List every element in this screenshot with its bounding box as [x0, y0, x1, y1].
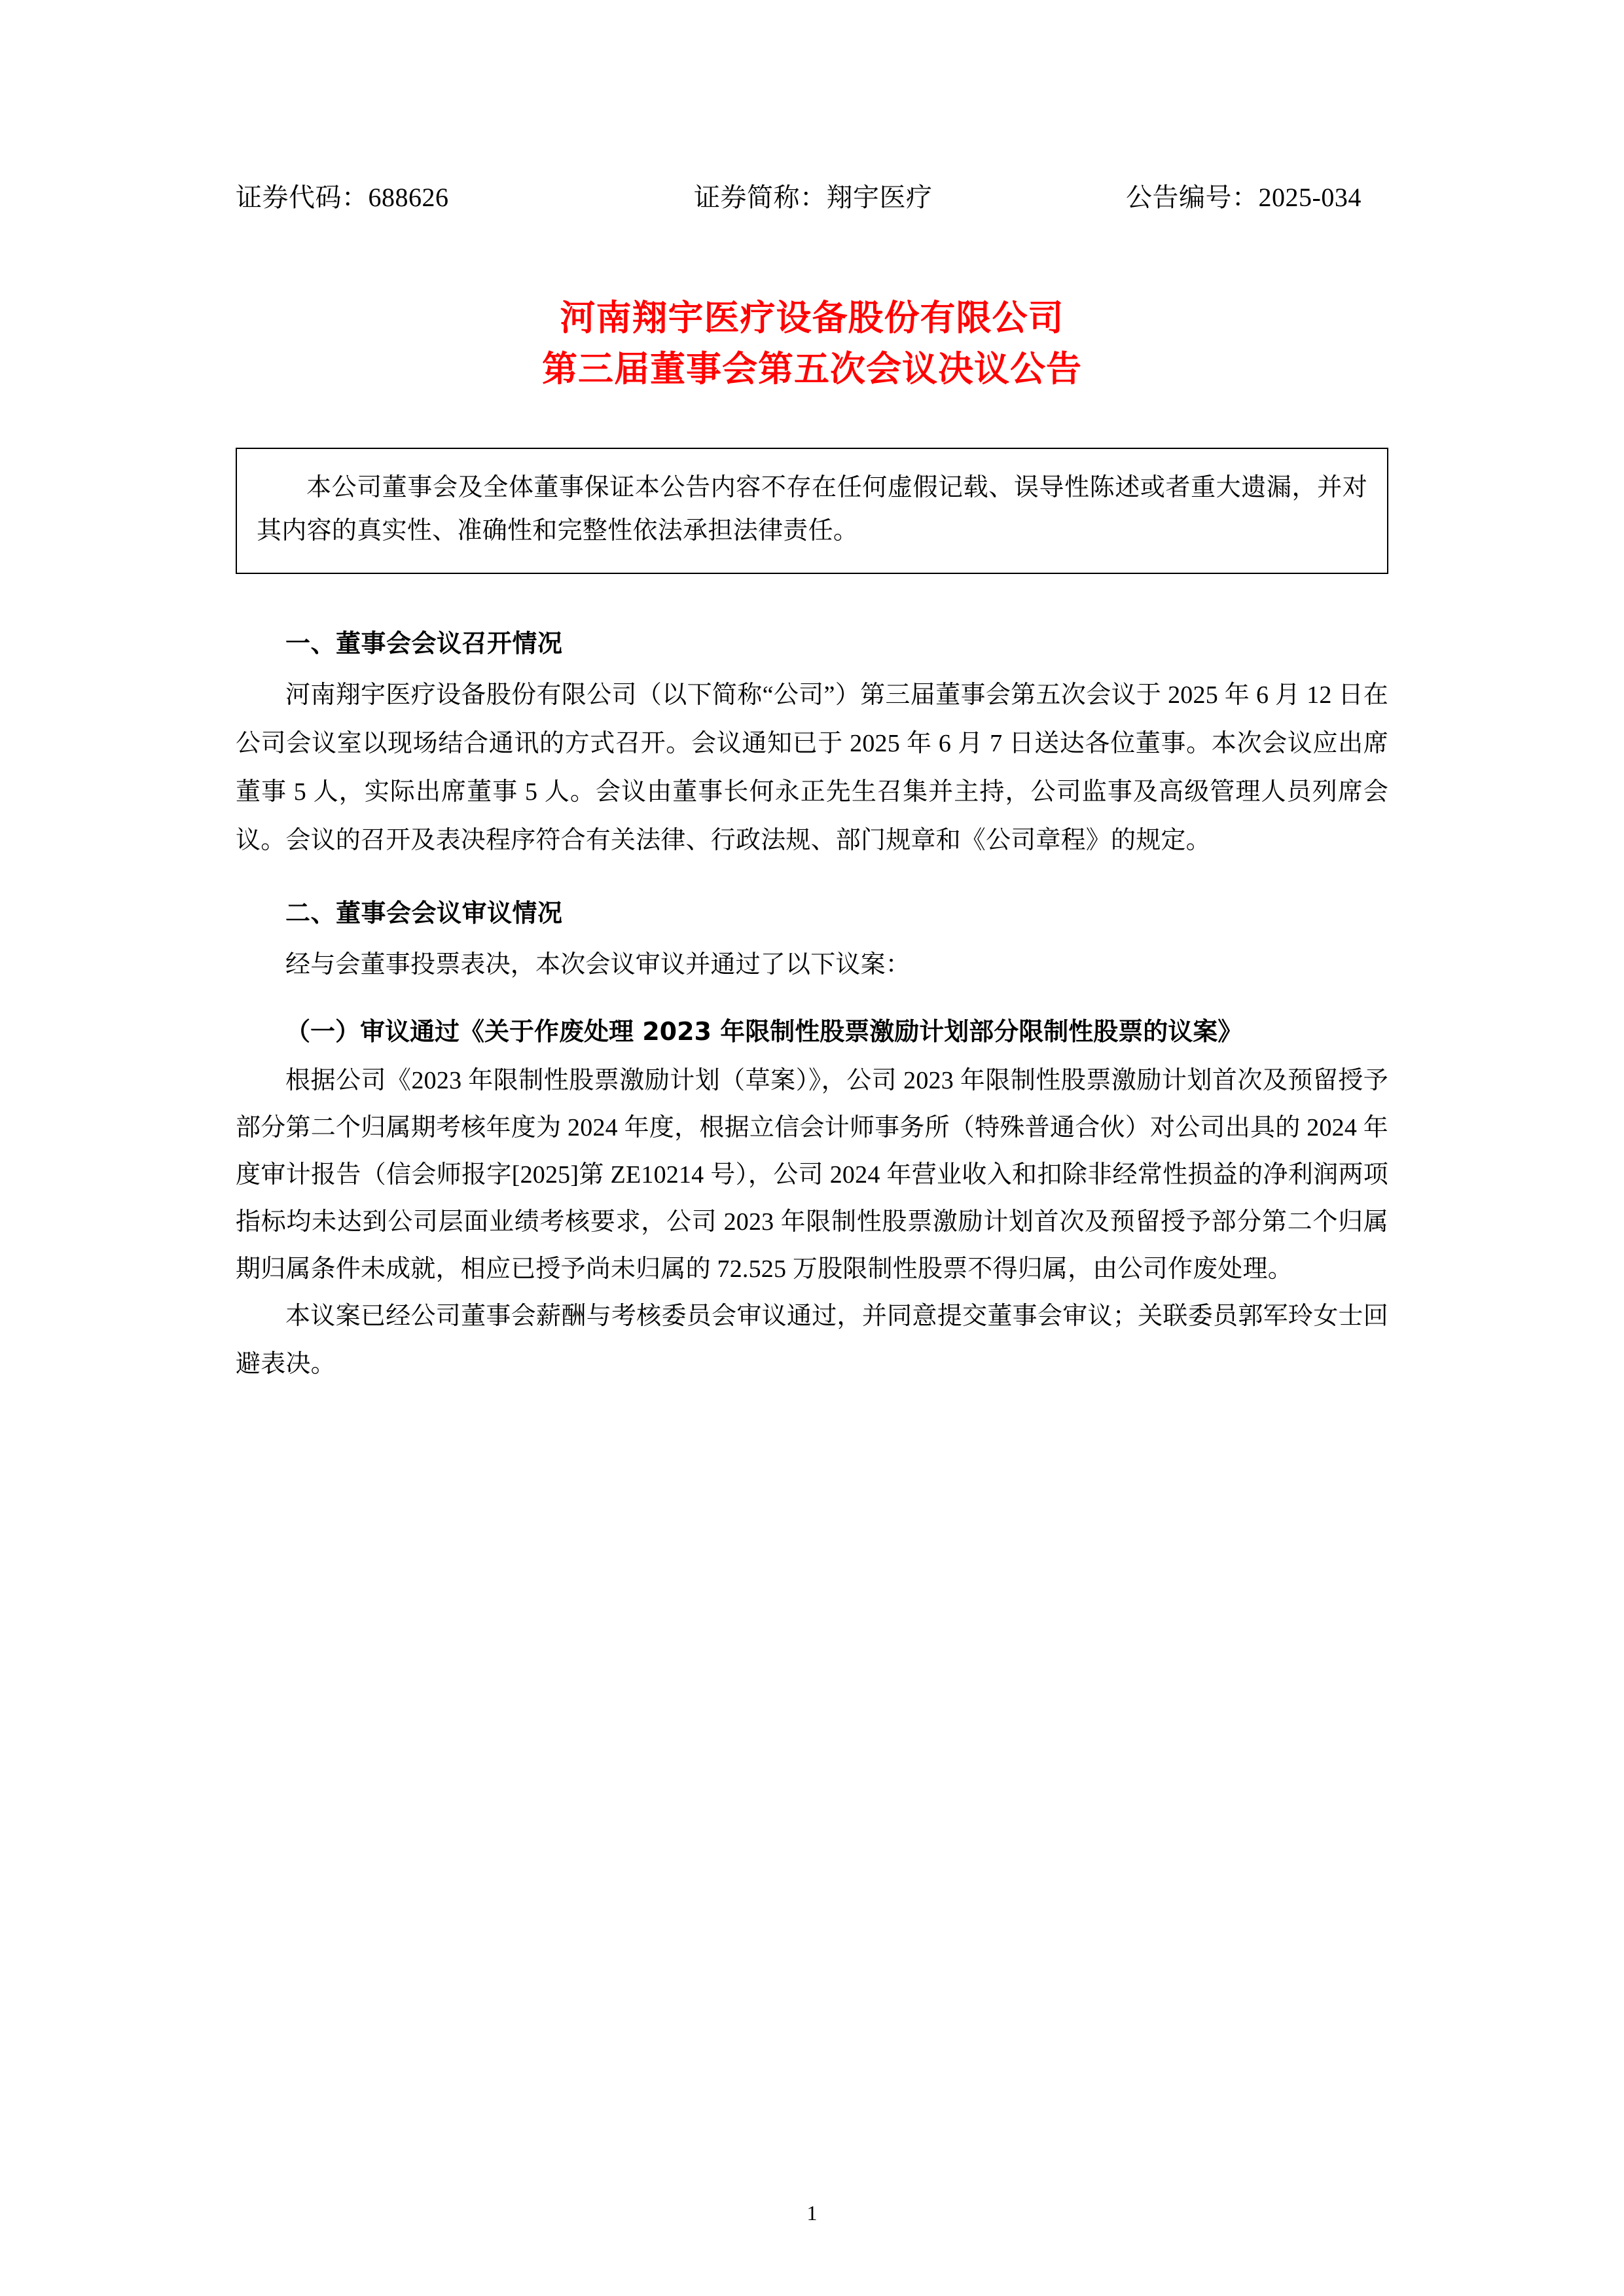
- spacer: [236, 989, 1388, 1001]
- security-name: 证券简称：翔宇医疗: [694, 183, 933, 212]
- proposal-one-heading-text: （一）审议通过《关于作废处理 2023 年限制性股票激励计划部分限制性股票的议案》: [285, 1017, 1243, 1047]
- proposal-one-paragraph-1: 根据公司《2023 年限制性股票激励计划（草案）》，公司 2023 年限制性股票激励计划首次及预留授予部分第二个归属期考核年度为 2024 年度，根据立信会计师事务所（特殊普通合伙）对公司出具的 2024 年度审计报告（信会师报字[2025]第 ZE10214 号），公司 2024 年营业收入和扣除非经常性损益的净利润两项指标均未达到公司层面业绩考核要求，公司 2023 年限制性股票激励计划首次及预留授予部分第二个归属期归属条件未成就，相应已授予尚未归属的 72.525 万股限制性股票不得归属，由公司作废处理。: [236, 1066, 1388, 1283]
- security-code: 证券代码：688626: [236, 183, 449, 212]
- liability-statement-text: 本公司董事会及全体董事保证本公告内容不存在任何虚假记载、误导性陈述或者重大遗漏，并对其内容的真实性、准确性和完整性依法承担法律责任。: [257, 473, 1367, 545]
- proposal-one-heading: [236, 1007, 1388, 1056]
- document-header: [236, 177, 1388, 214]
- title-line-1: 河南翔宇医疗设备股份有限公司: [560, 297, 1064, 338]
- page-title: [236, 293, 1388, 395]
- section-heading-two: 二、董事会会议审议情况: [285, 899, 563, 928]
- section-one-paragraph: 河南翔宇医疗设备股份有限公司（以下简称“公司”）第三届董事会第五次会议于 2025 年 6 月 12 日在公司会议室以现场结合通讯的方式召开。会议通知已于 2025 年 6 月 7 日送达各位董事。本次会议应出席董事 5 人，实际出席董事 5 人。会议由董事长何永正先生召集并主持，公司监事及高级管理人员列席会议。会议的召开及表决程序符合有关法律、行政法规、部门规章和《公司章程》的规定。: [236, 681, 1388, 855]
- section-heading-one: 一、董事会会议召开情况: [285, 628, 563, 658]
- page-number: 1: [806, 2201, 818, 2225]
- proposal-one-paragraph-2: 本议案已经公司董事会薪酬与考核委员会审议通过，并同意提交董事会审议；关联委员郭军玲女士回避表决。: [236, 1302, 1388, 1378]
- liability-statement-box: [236, 448, 1388, 574]
- section-two-intro: 经与会董事投票表决，本次会议审议并通过了以下议案：: [285, 951, 911, 979]
- title-line-2: 第三届董事会第五次会议决议公告: [542, 348, 1082, 390]
- announcement-number: 公告编号：2025-034: [1126, 183, 1362, 212]
